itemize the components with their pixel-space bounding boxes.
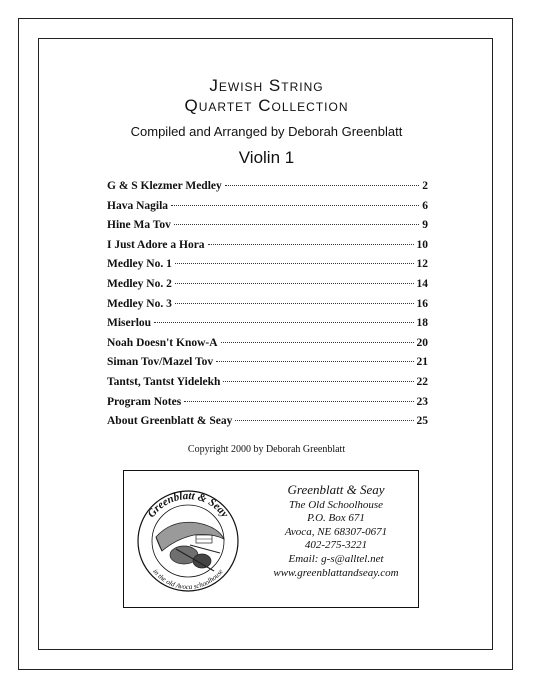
toc-page: 9 bbox=[422, 219, 428, 232]
publisher-logo bbox=[132, 479, 244, 599]
toc-row[interactable] bbox=[107, 239, 428, 259]
toc-row[interactable] bbox=[107, 337, 428, 357]
toc-row[interactable] bbox=[107, 180, 428, 200]
toc-row[interactable] bbox=[107, 396, 428, 416]
phone-number: 402-275-3221 bbox=[304, 539, 368, 552]
toc-row[interactable] bbox=[107, 298, 428, 318]
toc-page: 20 bbox=[416, 336, 428, 349]
toc-title: G & S Klezmer Medley bbox=[107, 180, 222, 192]
address-line2: P.O. Box 671 bbox=[307, 512, 365, 525]
page-title-line2: Quartet Collection bbox=[184, 96, 349, 115]
toc-row[interactable] bbox=[107, 415, 428, 435]
toc-leader bbox=[221, 342, 414, 343]
publisher-name: Greenblatt & Seay bbox=[287, 482, 385, 497]
publisher-card bbox=[123, 470, 419, 608]
toc-row[interactable] bbox=[107, 258, 428, 278]
toc-leader bbox=[223, 381, 413, 382]
copyright-notice: Copyright 2000 by Deborah Greenblatt bbox=[187, 444, 346, 455]
toc-row[interactable] bbox=[107, 200, 428, 220]
subtitle: Compiled and Arranged by Deborah Greenblatt bbox=[130, 124, 403, 139]
logo-text-bottom: in the old Avoca schoolhouse bbox=[151, 567, 225, 592]
toc-leader bbox=[216, 361, 413, 362]
toc-page: 12 bbox=[416, 258, 428, 271]
toc-title: I Just Adore a Hora bbox=[107, 238, 205, 251]
toc-title: Medley No. 2 bbox=[107, 277, 172, 290]
toc-leader bbox=[175, 263, 414, 264]
table-of-contents bbox=[107, 180, 428, 435]
toc-page: 21 bbox=[416, 356, 428, 369]
toc-page: 16 bbox=[416, 297, 428, 310]
toc-leader bbox=[184, 401, 413, 402]
toc-page: 10 bbox=[416, 238, 428, 251]
toc-page: 18 bbox=[416, 317, 428, 330]
address-line3: Avoca, NE 68307-0671 bbox=[284, 525, 388, 538]
toc-row[interactable] bbox=[107, 376, 428, 396]
toc-title: Tantst, Tantst Yidelekh bbox=[107, 375, 221, 388]
website-link[interactable]: www.greenblattandseay.com bbox=[273, 566, 399, 579]
toc-title: Noah Doesn't Know-A bbox=[107, 336, 218, 349]
toc-leader bbox=[174, 224, 419, 225]
toc-leader bbox=[208, 244, 414, 245]
email-address[interactable]: Email: g-s@alltel.net bbox=[288, 552, 384, 565]
publisher-address bbox=[256, 483, 416, 580]
toc-page: 25 bbox=[416, 415, 428, 428]
toc-row[interactable] bbox=[107, 219, 428, 239]
part-title: Violin 1 bbox=[238, 148, 295, 167]
toc-title: Hine Ma Tov bbox=[107, 219, 171, 232]
toc-leader bbox=[225, 185, 419, 186]
toc-row[interactable] bbox=[107, 356, 428, 376]
toc-page: 14 bbox=[416, 277, 428, 290]
toc-title: Program Notes bbox=[107, 395, 182, 408]
toc-title: Siman Tov/Mazel Tov bbox=[107, 356, 214, 369]
toc-title: Medley No. 1 bbox=[107, 258, 172, 271]
toc-leader bbox=[154, 322, 413, 323]
toc-leader bbox=[175, 303, 414, 304]
toc-page: 22 bbox=[416, 375, 428, 388]
toc-leader bbox=[235, 420, 413, 421]
toc-title: About Greenblatt & Seay bbox=[107, 415, 233, 428]
toc-row[interactable] bbox=[107, 317, 428, 337]
toc-title: Medley No. 3 bbox=[107, 297, 172, 310]
toc-page: 2 bbox=[422, 180, 428, 192]
toc-page: 6 bbox=[422, 199, 428, 212]
toc-page: 23 bbox=[416, 395, 428, 408]
address-line1: The Old Schoolhouse bbox=[288, 498, 384, 511]
toc-title: Miserlou bbox=[107, 317, 152, 330]
toc-row[interactable] bbox=[107, 278, 428, 298]
toc-leader bbox=[171, 205, 419, 206]
page-title-line1: Jewish String bbox=[209, 76, 324, 95]
toc-title: Hava Nagila bbox=[107, 199, 169, 212]
logo-text-top: Greenblatt & Seay bbox=[145, 489, 231, 521]
toc-leader bbox=[175, 283, 414, 284]
